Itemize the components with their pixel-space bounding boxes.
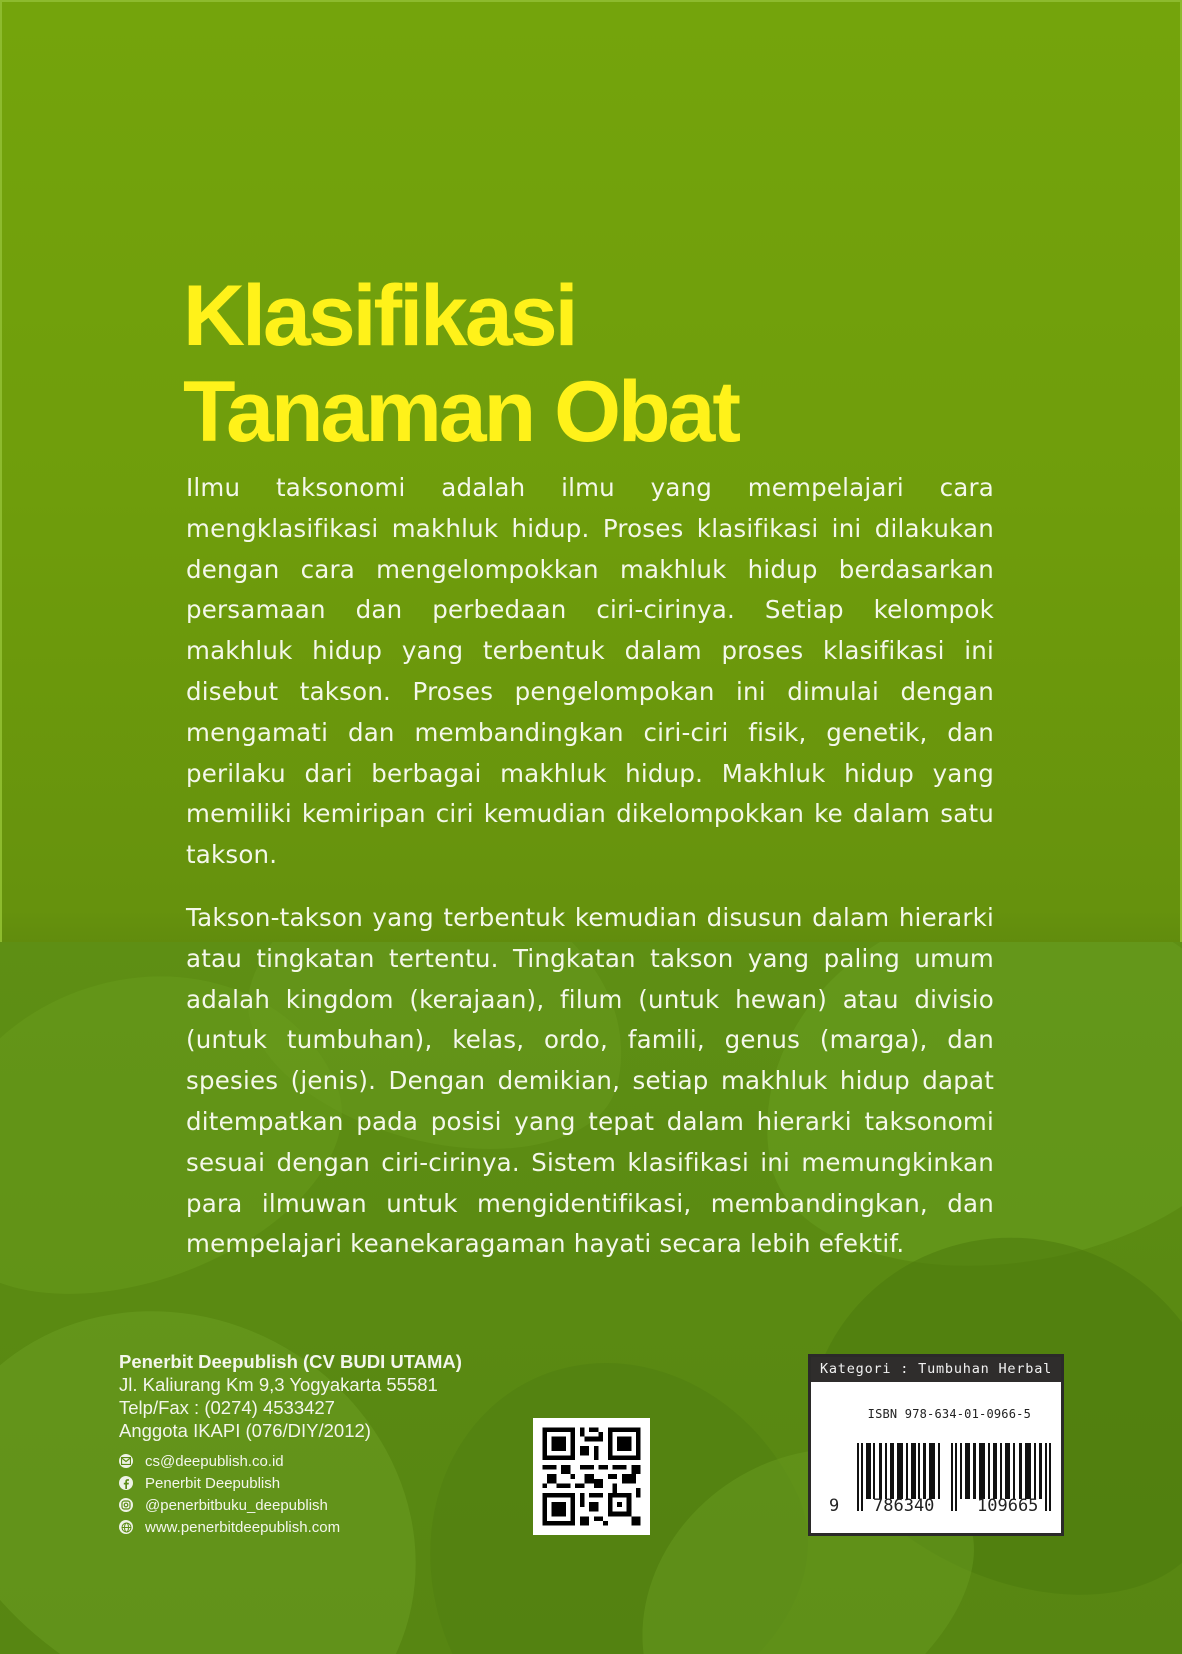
isbn-barcode-label bbox=[808, 1354, 1064, 1536]
facebook-icon bbox=[119, 1476, 133, 1490]
publisher-name: Penerbit Deepublish (CV BUDI UTAMA) bbox=[119, 1351, 462, 1372]
contact-facebook-text: Penerbit Deepublish bbox=[145, 1474, 281, 1492]
synopsis-paragraph-1: Ilmu taksonomi adalah ilmu yang mempelajari cara mengklasifikasi makhluk hidup. Proses klasifikasi ini dilakukan dengan cara mengelompokkan makhluk hidup berdasarkan persamaan dan perbedaan ciri-cirinya. Setiap kelompok makhluk hidup yang terbentuk dalam proses klasifikasi ini disebut takson. Proses pengelompokan ini dimulai dengan mengamati dan membandingkan ciri-ciri fisik, genetik, dan perilaku dari berbagai makhluk hidup. Makhluk hidup yang memiliki kemiripan ciri kemudian dikelompokkan ke dalam satu takson. bbox=[186, 473, 994, 870]
synopsis-paragraph-2: Takson-takson yang terbentuk kemudian disusun dalam hierarki atau tingkatan tertentu. Tingkatan takson yang paling umum adalah kingdom (kerajaan), filum (untuk hewan) atau divisio (untuk tumbuhan), kelas, ordo, famili, genus (marga), dan spesies (jenis). Dengan demikian, setiap makhluk hidup dapat ditempatkan pada posisi yang tepat dalam hierarki taksonomi sesuai dengan ciri-cirinya. Sistem klasifikasi ini memungkinkan para ilmuwan untuk mengidentifikasi, membandingkan, dan mempelajari keanekaragaman hayati secara lebih efektif. bbox=[186, 903, 994, 1259]
contact-email-text: cs@deepublish.co.id bbox=[145, 1452, 284, 1470]
contact-website[interactable] bbox=[119, 1516, 462, 1538]
instagram-icon bbox=[119, 1498, 133, 1512]
contact-instagram[interactable] bbox=[119, 1494, 462, 1516]
title-line-2: Tanaman Obat bbox=[183, 364, 738, 460]
barcode-digit-group-2: 109665 bbox=[977, 1496, 1039, 1516]
globe-icon bbox=[119, 1520, 133, 1534]
contact-email[interactable] bbox=[119, 1450, 462, 1472]
barcode-digit-group-1: 786340 bbox=[873, 1496, 935, 1516]
category-label: Kategori : Tumbuhan Herbal bbox=[811, 1357, 1061, 1382]
title-line-1: Klasifikasi bbox=[183, 268, 576, 364]
barcode-lead-digit: 9 bbox=[829, 1496, 840, 1516]
publisher-address: Jl. Kaliurang Km 9,3 Yogyakarta 55581 bbox=[119, 1374, 438, 1395]
book-title bbox=[183, 268, 738, 460]
contact-facebook[interactable] bbox=[119, 1472, 462, 1494]
publisher-membership: Anggota IKAPI (076/DIY/2012) bbox=[119, 1420, 371, 1441]
email-icon bbox=[119, 1454, 133, 1468]
qr-code[interactable] bbox=[533, 1418, 650, 1535]
publisher-phone: Telp/Fax : (0274) 4533427 bbox=[119, 1397, 335, 1418]
contact-website-text: www.penerbitdeepublish.com bbox=[145, 1518, 341, 1536]
isbn-text: ISBN 978-634-01-0966-5 bbox=[867, 1407, 1031, 1421]
publisher-info bbox=[119, 1350, 462, 1538]
contact-list bbox=[119, 1450, 462, 1538]
contact-instagram-text: @penerbitbuku_deepublish bbox=[145, 1496, 328, 1514]
